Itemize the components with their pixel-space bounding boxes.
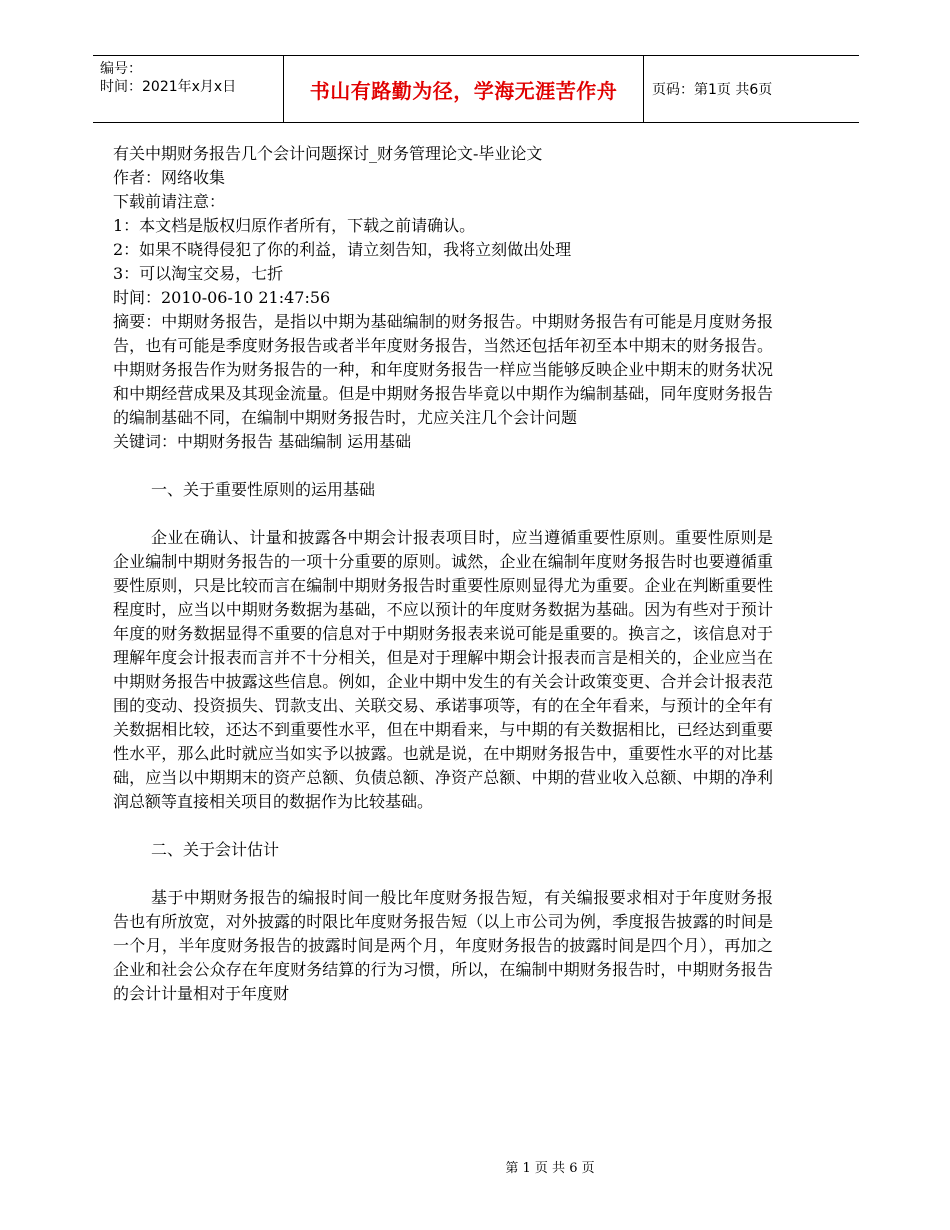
page-info: 页码：第1页 共6页 xyxy=(652,82,773,98)
motto: 书山有路勤为径，学海无涯苦作舟 xyxy=(309,78,618,103)
header-motto-cell xyxy=(284,56,644,122)
section2-body: 基于中期财务报告的编报时间一般比年度财务报告短，有关编报要求相对于年度财务报告也有所放宽，对外披露的时限比年度财务报告短（以上市公司为例，季度报告披露的时间是一个月，半年度财务报告的披露时间是两个月，年度财务报告的披露时间是四个月），再加之企业和社会公众存在年度财务结算的行为习惯，所以，在编制中期财务报告时，中期财务报告的会计计量相对于年度财 xyxy=(113,888,773,1003)
section1-title: 一、关于重要性原则的运用基础 xyxy=(151,480,376,499)
doc-title: 有关中期财务报告几个会计问题探讨_财务管理论文-毕业论文 xyxy=(113,144,543,163)
abstract: 摘要：中期财务报告，是指以中期为基础编制的财务报告。中期财务报告有可能是月度财务报告，也有可能是季度财务报告或者半年度财务报告，当然还包括年初至本中期末的财务报告。中期财务报告作为财务报告的一种，和年度财务报告一样应当能够反映企业中期末的财务状况和中期经营成果及其现金流量。但是中期财务报告毕竟以中期作为编制基础，同年度财务报告的编制基础不同，在编制中期财务报告时，尤应关注几个会计问题 xyxy=(113,312,773,427)
notice-heading: 下载前请注意： xyxy=(113,192,226,211)
notice-item-3: 3：可以淘宝交易，七折 xyxy=(113,264,284,283)
time-label: 时间：2021年x月x日 xyxy=(100,79,237,95)
document-body xyxy=(113,142,773,1006)
section2-title: 二、关于会计估计 xyxy=(151,840,280,859)
header-meta xyxy=(93,56,284,122)
page-footer xyxy=(0,1157,950,1176)
footer-page-number: 第 1 页 共 6 页 xyxy=(505,1161,595,1176)
doc-time: 时间：2010-06-10 21:47:56 xyxy=(113,288,331,307)
header-page-info xyxy=(644,56,859,122)
keywords: 关键词：中期财务报告 基础编制 运用基础 xyxy=(113,432,412,451)
section1-body: 企业在确认、计量和披露各中期会计报表项目时，应当遵循重要性原则。重要性原则是企业编制中期财务报告的一项十分重要的原则。诚然，企业在编制年度财务报告时也要遵循重要性原则，只是比较而言在编制中期财务报告时重要性原则显得尤为重要。企业在判断重要性程度时，应当以中期财务数据为基础，不应以预计的年度财务数据为基础。因为有些对于预计年度的财务数据显得不重要的信息对于中期财务报表来说可能是重要的。换言之，该信息对于理解年度会计报表而言并不十分相关，但是对于理解中期会计报表而言是相关的，企业应当在中期财务报告中披露这些信息。例如，企业中期中发生的有关会计政策变更、合并会计报表范围的变动、投资损失、罚款支出、关联交易、承诺事项等，有的在全年看来，与预计的全年有关数据相比较，还达不到重要性水平，但在中期看来，与中期的有关数据相比，已经达到重要性水平，那么此时就应当如实予以披露。也就是说，在中期财务报告中，重要性水平的对比基础，应当以中期期末的资产总额、负债总额、净资产总额、中期的营业收入总额、中期的净利润总额等直接相关项目的数据作为比较基础。 xyxy=(113,528,773,811)
notice-item-2: 2：如果不晓得侵犯了你的利益，请立刻告知，我将立刻做出处理 xyxy=(113,240,572,259)
doc-author: 作者：网络收集 xyxy=(113,168,226,187)
number-label: 编号： xyxy=(100,61,142,77)
notice-item-1: 1：本文档是版权归原作者所有，下载之前请确认。 xyxy=(113,216,476,235)
document-header xyxy=(93,55,859,123)
